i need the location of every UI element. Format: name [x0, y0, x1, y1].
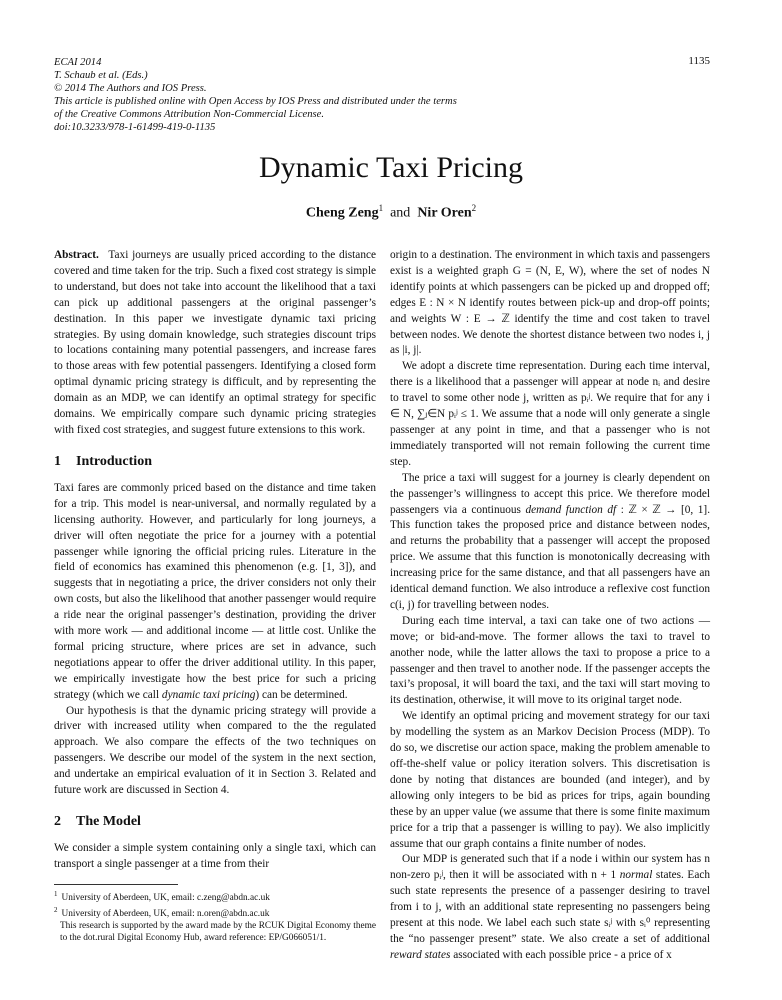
reward-states-term: reward states: [390, 948, 451, 961]
model-paragraph-2: origin to a destination. The environment in which taxis and passengers exist is a weighted graph G = (N, E, W), where the set of nodes N identify points at which passengers can be picked up and dropped off; edges E : N × N identify routes between pick-up and drop-off points; and weights W : E → ℤ identify the time and cost taken to travel between nodes. We denote the shortest distance between two nodes i, j as |i, j|.: [390, 249, 710, 357]
demand-function-term: demand function df: [525, 503, 617, 516]
author-line: [0, 203, 782, 222]
section-number: 2: [54, 814, 61, 829]
normal-term: normal: [619, 869, 653, 882]
funding-note: This research is supported by the award made by the RCUK Digital Economy theme to the dot.rural Digital Economy Hub, award reference: EP/G066051/1.: [60, 920, 376, 943]
editors: T. Schaub et al. (Eds.): [54, 70, 148, 82]
model-paragraph-1: We consider a simple system containing only a single taxi, which can transport a single passenger at a time from their: [54, 842, 376, 870]
author-2-footnote-mark: 2: [471, 203, 477, 213]
model-paragraph-7: [390, 852, 710, 963]
license-line-2: of the Creative Commons Attribution Non-Commercial License.: [54, 109, 325, 121]
model-paragraph-6: We identify an optimal pricing and movement strategy for our taxi by modelling the system as an Markov Decision Process (MDP). To do so, we discretise our action space, making the problem amenable to off-the-shelf value or policy iteration solvers. This discretisation is done by noting that distances are bounded (and integer), and by allowing only integers to be bid as prices for trips, again bounding these by an upper value (we assume that there is some finite maximum price for a trip that a passenger is willing to pay). We also implicitly assume that our graph contains a finite number of nodes.: [390, 710, 710, 850]
footnotes: [54, 884, 376, 944]
abstract-text: Taxi journeys are usually priced according to the distance covered and time taken for the trip. Such a fixed cost strategy is simple to understand, but does not take into account the likelihood that a taxi can pick up additional passengers at the original passenger’s destination. In this paper we investigate dynamic taxi pricing strategies. By using domain knowledge, such strategies discount trips to locations containing many potential passengers, and increase fares to those areas with few potential passengers. Identifying a closed form optimal dynamic pricing strategy is difficult, and by representing the domain as an MDP, we can identify an optimal strategy for specific domains. We empirically compare such dynamic pricing strategies with fixed cost strategies, and suggest future extensions to this work.: [54, 249, 376, 436]
left-column: [54, 248, 376, 873]
model-paragraph-3: We adopt a discrete time representation. During each time interval, there is a likelihood that a passenger will appear at node nᵢ and desire to travel to some other node j, written as pᵢʲ. We require that for any i ∈ N, ∑ⱼ∈N pᵢʲ ≤ 1. We assume that a node will only generate a single passenger at any point in time, and that a passenger who is not immediately transported will not remain following the current time step.: [390, 360, 710, 468]
footnote-2: [54, 905, 376, 921]
conference-name: ECAI 2014: [54, 57, 102, 68]
author-conjunction: and: [390, 205, 411, 221]
abstract-label: Abstract.: [54, 249, 99, 261]
paragraph-7-text-c: associated with each possible price - a price of x: [453, 948, 672, 961]
paragraph-7-text-a: Our MDP is generated such that if a node i within our system has n non-zero pᵢʲ, then it will be associated with n + 1: [390, 853, 710, 882]
copyright-line: © 2014 The Authors and IOS Press.: [54, 83, 207, 95]
author-1-footnote-mark: 1: [378, 203, 384, 213]
right-column: [390, 248, 710, 964]
section-title: Introduction: [76, 453, 152, 469]
paragraph-4-text-b: : ℤ × ℤ → [0, 1]. This function takes the proposed price and distance between nodes, and returns the probability that a passenger will accept the proposed price. We assume that this function is monotonically decreasing with increasing price for the same distance, and that all passengers have an identical demand function. We also introduce a reflexive cost function c(i, j) for travelling between nodes.: [390, 503, 711, 611]
footnote-2-text: University of Aberdeen, UK, email: n.oren@abdn.ac.uk: [61, 908, 270, 919]
author-2: Nir Oren: [417, 205, 472, 221]
publication-metadata: [54, 56, 654, 135]
intro-paragraph-1: [54, 481, 376, 704]
model-paragraph-5: During each time interval, a taxi can take one of two actions — move; or bid-and-move. The former allows the taxi to travel to another node, while the latter allows the taxi to propose a price to a passenger and then travel to another node. If the passenger accepts the taxi’s proposal, it will board the taxi, and the taxi will start moving to its destination, otherwise, it will move to its original target node.: [390, 614, 710, 707]
intro-paragraph-1-text: Taxi fares are commonly priced based on the distance and time taken for a trip. This model is near-universal, and normally regulated by a licensing authority. However, and particularly for long journeys, a driver will often negotiate the price for a journey with a potential passenger while ignoring the official pricing rules. Literature in the field of economics has examined this phenomenon (e.g. [1, 3]), and suggests that in negotiating a price, the driver considers not only their own costs, but also the likelihood that another passenger would require a ride near the original passenger’s destination, providing the driver with more work — and additional income — at little cost. Unlike the formal pricing structure, where prices are set in advance, such negotiations appear to offer the driver additional utility. In this paper, we empirically investigate how the best price for such a pricing strategy (which we call: [54, 481, 376, 701]
paragraph-7-text-b: states. Each such state represents the presence of a passenger desiring to travel from i to j, with an additional state representing no passengers being present at this node. We label each such state sᵢʲ with sᵢ⁰ representing the “no passenger present” state. We also create a set of additional: [390, 869, 710, 945]
intro-paragraph-1-end: ) can be determined.: [255, 688, 348, 701]
intro-paragraph-2: Our hypothesis is that the dynamic pricing strategy will provide a driver with increased utility when compared to the the regulated approach. We also compare the effects of the two techniques on passengers. We describe our model of the system in the next section, and undertake an empirical evaluation of it in Section 3. Related and future work are discussed in Section 4.: [54, 704, 376, 797]
footnote-1: [54, 889, 376, 905]
footnote-1-text: University of Aberdeen, UK, email: c.zeng@abdn.ac.uk: [61, 893, 270, 904]
section-heading-model: [54, 813, 376, 831]
paper-title: Dynamic Taxi Pricing: [259, 151, 523, 184]
footnote-1-mark: 1: [54, 890, 58, 898]
footnote-2-mark: 2: [54, 905, 58, 914]
page-number: 1135: [688, 55, 710, 67]
dynamic-taxi-pricing-term: dynamic taxi pricing: [161, 688, 256, 701]
abstract: [54, 248, 376, 439]
license-line-1: This article is published online with Open Access by IOS Press and distributed under the terms: [54, 96, 457, 108]
author-1: Cheng Zeng: [305, 205, 379, 221]
section-title: The Model: [76, 814, 141, 829]
section-number: 1: [54, 453, 61, 469]
section-heading-introduction: [54, 453, 376, 471]
footnote-rule: [54, 884, 178, 885]
paragraph-4-text-a: The price a taxi will suggest for a journey is clearly dependent on the passenger’s willingness to accept this price. We therefore model passengers via a continuous: [390, 471, 710, 516]
doi-line: doi:10.3233/978-1-61499-419-0-1135: [54, 122, 216, 134]
model-paragraph-4: [390, 471, 710, 614]
